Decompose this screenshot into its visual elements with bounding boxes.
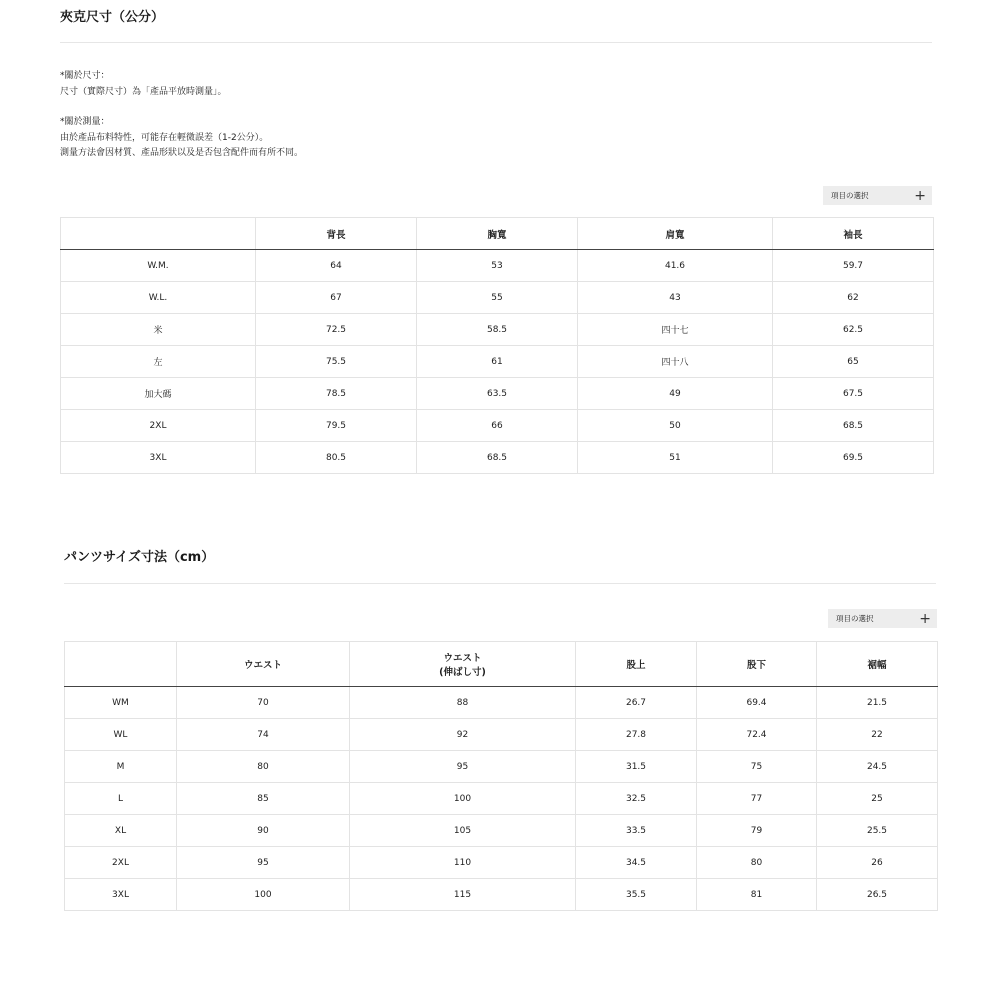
table-cell: 72.4 [697,719,817,751]
header-waist-stretched-main: ウエスト [443,653,482,664]
table-cell: 22 [817,719,938,751]
header-waist-stretched-sub: (伸ばし寸) [439,667,486,678]
header-size [65,642,177,687]
table-cell: 32.5 [576,783,697,815]
table-row [61,442,934,474]
table-cell: 53 [417,250,578,282]
table-cell: 74 [177,719,350,751]
select-button-label: 項目の選択 [836,614,874,623]
table-cell: 92 [350,719,576,751]
size-note-heading: *關於尺寸： [60,71,110,81]
header-hem-width: 裾幅 [817,642,938,687]
table-cell: 95 [177,847,350,879]
table-cell: 43 [578,282,773,314]
table-cell: 四十八 [578,346,773,378]
table-cell: 62.5 [773,314,934,346]
jacket-size-title: 夾克尺寸（公分） [60,10,165,25]
table-cell: 68.5 [417,442,578,474]
table-cell: 100 [177,879,350,911]
table-row [65,783,938,815]
table-cell: 100 [350,783,576,815]
pants-title-divider [64,583,936,584]
table-cell: 58.5 [417,314,578,346]
jacket-item-select-button[interactable] [823,186,932,205]
table-row [61,314,934,346]
table-cell: 66 [417,410,578,442]
size-label-cell: M [65,751,177,783]
table-cell: 80 [177,751,350,783]
table-cell: 59.7 [773,250,934,282]
table-cell: 21.5 [817,687,938,719]
table-cell: 33.5 [576,815,697,847]
table-cell: 81 [697,879,817,911]
header-size [61,218,256,250]
measure-note-line2: 測量方法會因材質、產品形狀以及是否包含配件而有所不同。 [60,148,304,158]
table-cell: 67.5 [773,378,934,410]
table-cell: 51 [578,442,773,474]
table-row [65,815,938,847]
table-cell: 27.8 [576,719,697,751]
table-header-row [65,642,938,687]
table-cell: 70 [177,687,350,719]
size-label-cell: WL [65,719,177,751]
table-cell: 25.5 [817,815,938,847]
table-cell: 55 [417,282,578,314]
plus-icon: + [914,187,926,204]
table-cell: 四十七 [578,314,773,346]
table-row [65,751,938,783]
size-label-cell: XL [65,815,177,847]
select-button-label: 項目の選択 [831,191,869,200]
table-row [65,847,938,879]
header-shoulder-width: 肩寬 [578,218,773,250]
table-cell: 90 [177,815,350,847]
size-label-cell: WM [65,687,177,719]
size-label-cell: W.M. [61,250,256,282]
table-header-row [61,218,934,250]
table-cell: 79.5 [256,410,417,442]
measure-note-heading: *關於測量： [60,117,110,127]
header-waist: ウエスト [177,642,350,687]
table-row [61,346,934,378]
table-cell: 80.5 [256,442,417,474]
table-cell: 77 [697,783,817,815]
table-cell: 25 [817,783,938,815]
pants-size-table [64,641,938,911]
header-sleeve-length: 袖長 [773,218,934,250]
table-cell: 34.5 [576,847,697,879]
header-back-length: 背長 [256,218,417,250]
table-row [61,282,934,314]
table-cell: 115 [350,879,576,911]
table-row [65,687,938,719]
header-rise: 股上 [576,642,697,687]
size-label-cell: 2XL [65,847,177,879]
size-note-text: 尺寸（實際尺寸）為「產品平放時測量」。 [60,86,227,97]
table-cell: 26.5 [817,879,938,911]
table-cell: 69.4 [697,687,817,719]
size-label-cell: L [65,783,177,815]
table-cell: 85 [177,783,350,815]
table-cell: 61 [417,346,578,378]
table-cell: 95 [350,751,576,783]
table-row [61,378,934,410]
jacket-size-table [60,217,934,474]
table-cell: 62 [773,282,934,314]
pants-item-select-button[interactable] [828,609,937,628]
size-label-cell: 3XL [61,442,256,474]
header-chest-width: 胸寬 [417,218,578,250]
table-cell: 88 [350,687,576,719]
table-row [61,250,934,282]
table-cell: 80 [697,847,817,879]
table-cell: 49 [578,378,773,410]
table-row [65,719,938,751]
table-cell: 65 [773,346,934,378]
jacket-title-divider [60,42,932,43]
plus-icon: + [919,610,931,627]
jacket-notes [60,69,303,162]
table-cell: 41.6 [578,250,773,282]
table-cell: 26 [817,847,938,879]
pants-size-title: パンツサイズ寸法（cm） [64,550,215,565]
table-cell: 63.5 [417,378,578,410]
size-label-cell: 加大碼 [61,378,256,410]
table-cell: 69.5 [773,442,934,474]
header-waist-stretched [350,642,576,687]
table-row [61,410,934,442]
table-cell: 75 [697,751,817,783]
table-cell: 110 [350,847,576,879]
table-cell: 50 [578,410,773,442]
header-inseam: 股下 [697,642,817,687]
table-cell: 75.5 [256,346,417,378]
size-label-cell: 米 [61,314,256,346]
table-cell: 105 [350,815,576,847]
table-cell: 26.7 [576,687,697,719]
table-cell: 64 [256,250,417,282]
table-cell: 78.5 [256,378,417,410]
size-label-cell: 2XL [61,410,256,442]
measure-note-line1: 由於產品布料特性，可能存在輕微誤差（1-2公分）。 [60,132,269,143]
table-cell: 35.5 [576,879,697,911]
table-cell: 72.5 [256,314,417,346]
table-cell: 79 [697,815,817,847]
table-cell: 24.5 [817,751,938,783]
size-label-cell: 3XL [65,879,177,911]
size-label-cell: 左 [61,346,256,378]
size-label-cell: W.L. [61,282,256,314]
table-cell: 68.5 [773,410,934,442]
table-cell: 67 [256,282,417,314]
table-row [65,879,938,911]
table-cell: 31.5 [576,751,697,783]
